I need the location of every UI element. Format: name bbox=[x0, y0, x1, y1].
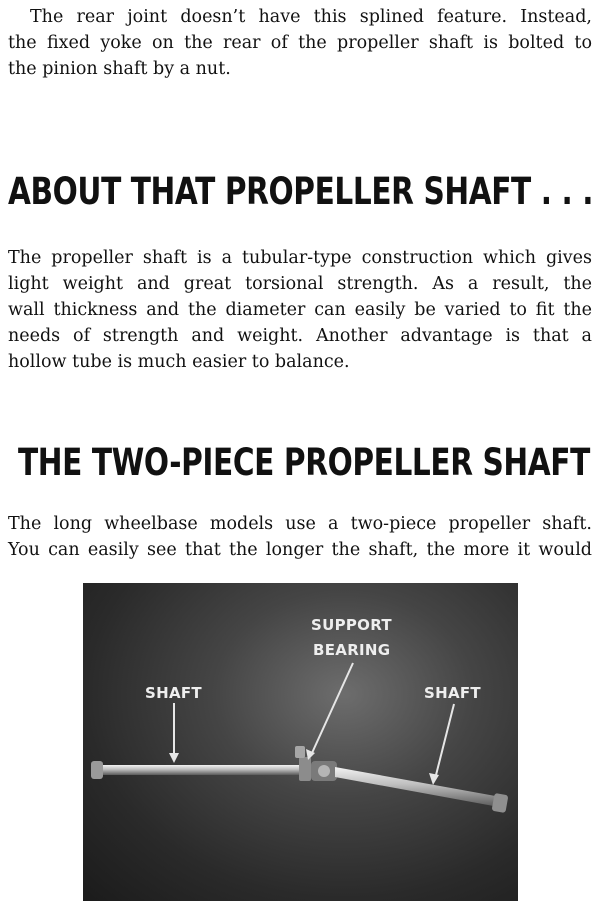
text-line: You can easily see that the longer the shaft, the more it would bbox=[8, 540, 592, 560]
bearing-cap bbox=[295, 746, 305, 758]
arrowhead-left bbox=[169, 753, 179, 763]
label-support-line1: SUPPORT bbox=[311, 616, 392, 634]
text-line: wall thickness and the diameter can easily be varied to fit the bbox=[8, 300, 592, 320]
right-shaft-tube bbox=[335, 767, 501, 807]
text-line: the pinion shaft by a nut. bbox=[8, 59, 231, 79]
text-line: The propeller shaft is a tubular-type construction which gives bbox=[8, 248, 592, 268]
propeller-shaft-illustration bbox=[83, 583, 518, 901]
label-support-line2: BEARING bbox=[313, 641, 391, 659]
pointer-right-shaft bbox=[435, 704, 454, 779]
text-line: hollow tube is much easier to balance. bbox=[8, 352, 350, 372]
left-shaft-tube bbox=[97, 765, 305, 775]
label-shaft-right: SHAFT bbox=[424, 684, 481, 702]
label-shaft-left: SHAFT bbox=[145, 684, 202, 702]
left-yoke bbox=[91, 761, 103, 779]
section-heading-two-piece-shaft: THE TWO-PIECE PROPELLER SHAFT bbox=[18, 441, 590, 484]
paragraph-propeller-shaft bbox=[8, 245, 592, 375]
pointer-support-bearing bbox=[312, 663, 353, 753]
text-line: The rear joint doesn’t have this splined feature. Instead, bbox=[30, 7, 592, 27]
paragraph-rear-joint bbox=[8, 4, 592, 82]
text-line: The long wheelbase models use a two-piece propeller shaft. bbox=[8, 514, 592, 534]
support-bearing bbox=[299, 757, 311, 781]
joint-cap bbox=[318, 765, 330, 777]
text-line: needs of strength and weight. Another advantage is that a bbox=[8, 326, 592, 346]
propeller-shaft-photo bbox=[83, 583, 518, 901]
section-heading-propeller-shaft: ABOUT THAT PROPELLER SHAFT . . . bbox=[8, 170, 594, 213]
text-line: the fixed yoke on the rear of the propeller shaft is bolted to bbox=[8, 33, 592, 53]
paragraph-two-piece-shaft bbox=[8, 511, 592, 563]
arrowhead-right bbox=[429, 773, 439, 785]
text-line: light weight and great torsional strength. As a result, the bbox=[8, 274, 592, 294]
